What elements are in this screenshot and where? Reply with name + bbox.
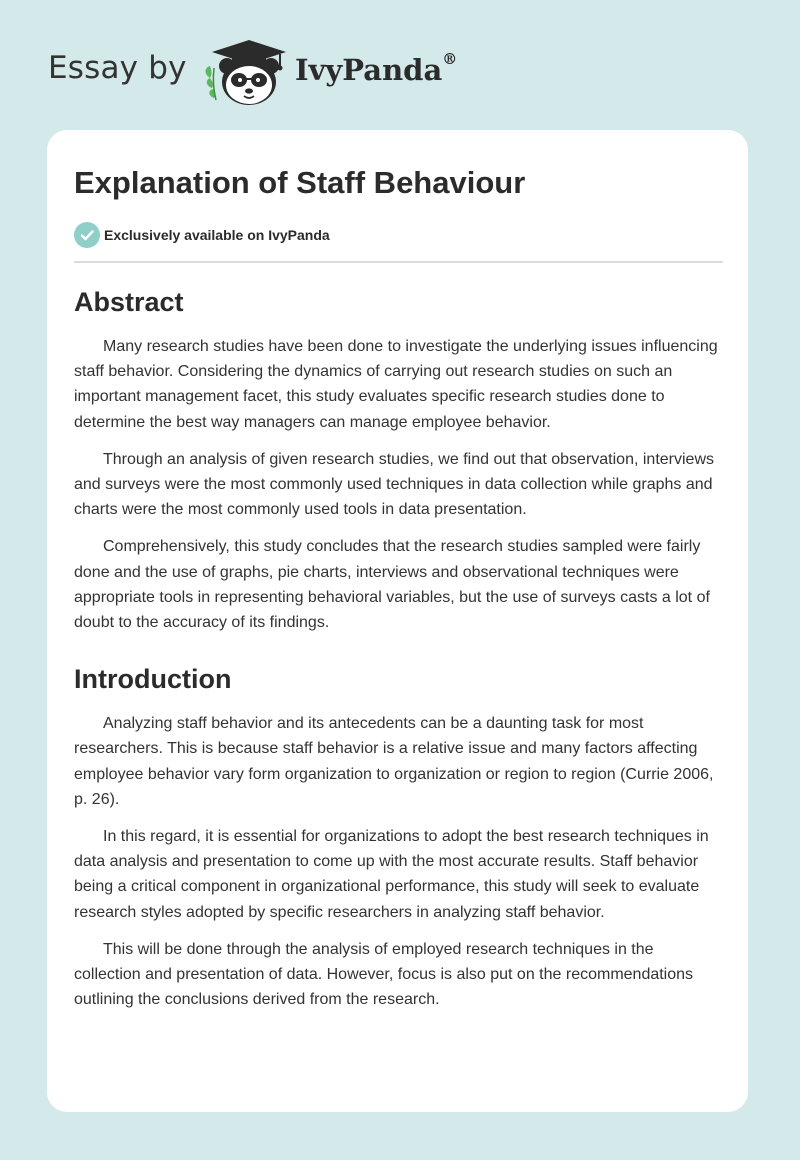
essay-card <box>47 130 748 1112</box>
title-divider <box>74 261 723 263</box>
exclusive-label: Exclusively available on IvyPanda <box>104 227 330 243</box>
brand-text: IvyPanda <box>295 53 443 87</box>
introduction-paragraph: This will be done through the analysis of employed research techniques in the collection and presentation of data. However, focus is also put on the recommendations outlining the conclusions derived from the research. <box>74 940 694 1009</box>
exclusive-badge <box>74 222 330 248</box>
abstract-paragraph: Comprehensively, this study concludes that the research studies sampled were fairly done and the use of graphs, pie charts, interviews and observational techniques were appropriate tools in representing behavioral variables, but the use of surveys casts a lot of doubt to the accuracy of its findings. <box>74 538 710 632</box>
check-circle-icon <box>74 222 100 248</box>
site-header <box>0 0 800 130</box>
essay-body <box>74 280 724 1012</box>
panda-logo-icon[interactable] <box>200 34 292 108</box>
abstract-paragraph: Through an analysis of given research studies, we find out that observation, interviews and surveys were the most commonly used techniques in data collection while graphs and charts were the most commonly used tools in data presentation. <box>74 450 714 519</box>
introduction-paragraph: In this regard, it is essential for organizations to adopt the best research techniques in data analysis and presentation to come up with the most accurate results. Staff behavior being a critical component in organizational performance, this study will seek to evaluate research styles adopted by specific researchers in analyzing staff behavior. <box>74 828 709 921</box>
registered-mark: ® <box>442 50 458 68</box>
abstract-paragraph: Many research studies have been done to investigate the underlying issues influencing staff behavior. Considering the dynamics of carrying out research studies on such an important management facet, this study evaluates specific research studies done to determine the best way managers can manage employee behavior. <box>74 338 718 431</box>
introduction-paragraph: Analyzing staff behavior and its antecedents can be a daunting task for most researchers. This is because staff behavior is a relative issue and many factors affecting employee behavior vary form organization to organization or region to region (Currie 2006, p. 26). <box>74 715 714 808</box>
section-heading-abstract: Abstract <box>74 287 184 317</box>
essay-by-label: Essay by <box>48 50 187 86</box>
section-heading-introduction: Introduction <box>74 664 232 695</box>
brand-name[interactable] <box>295 50 458 87</box>
essay-title: Explanation of Staff Behaviour <box>74 165 526 200</box>
